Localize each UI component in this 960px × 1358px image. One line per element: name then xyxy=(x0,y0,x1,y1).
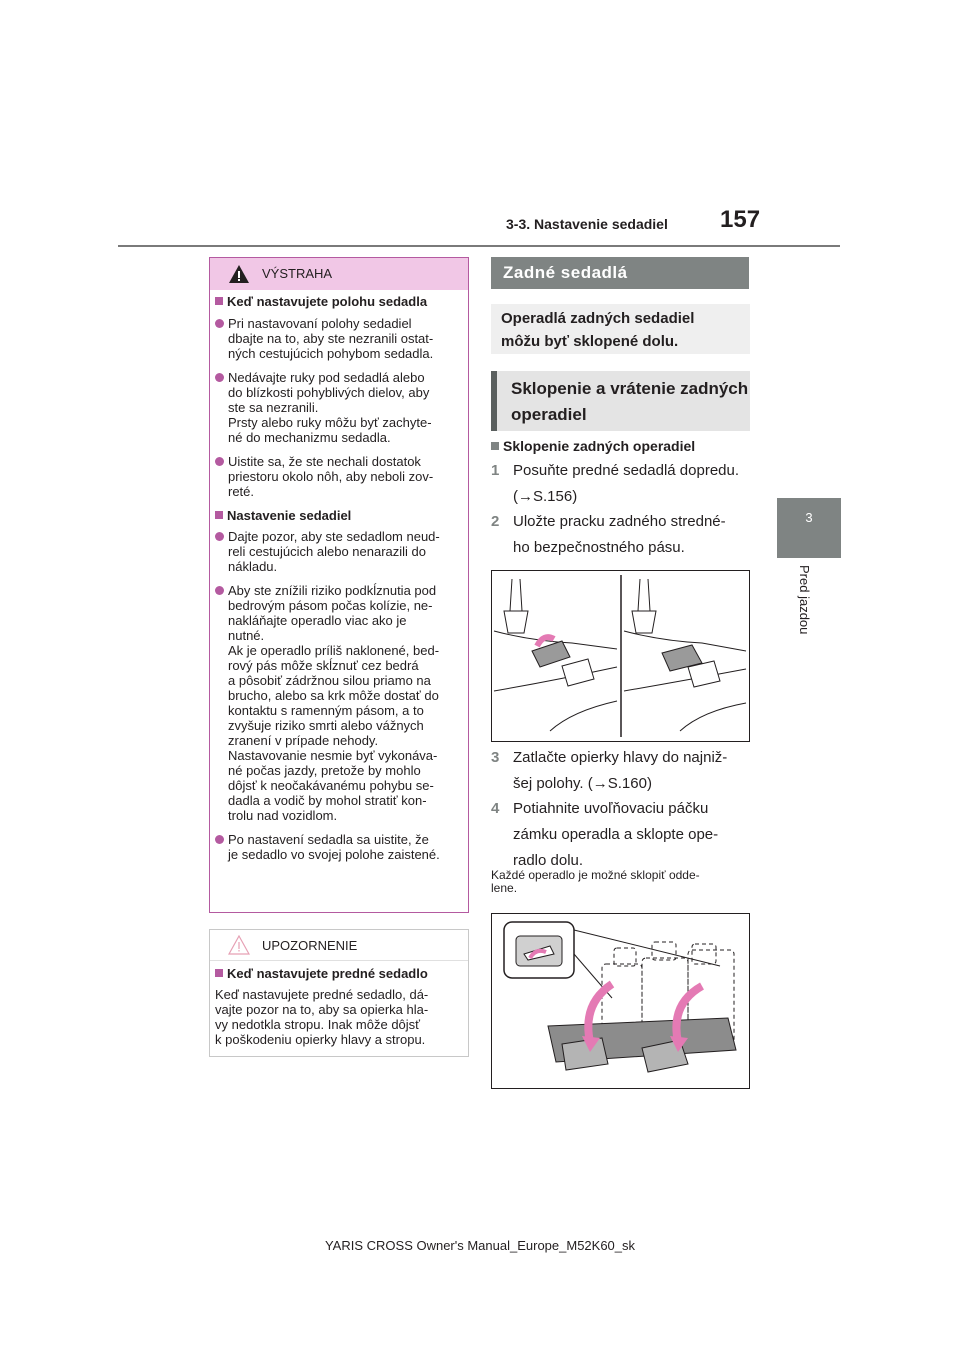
warning-heading: Nastavenie sedadiel xyxy=(215,508,465,523)
step-item: 4 Potiahnite uvoľňovaciu páčku zámku operadla a sklopte ope- radlo dolu. xyxy=(491,800,719,869)
seatbelt-buckle-figure xyxy=(491,570,750,742)
warning-triangle-icon xyxy=(228,264,250,284)
warning-header xyxy=(210,258,468,290)
subsection-title: Sklopenie a vrátenie zadných operadiel xyxy=(491,371,750,431)
warning-heading: Keď nastavujete polohu sedadla xyxy=(215,294,465,309)
warning-title: VÝSTRAHA xyxy=(262,266,333,281)
square-bullet-icon xyxy=(215,297,223,305)
chapter-label: Pred jazdou xyxy=(797,565,812,635)
step-item: 2 Uložte pracku zadného stredné- ho bezpečnostného pásu. xyxy=(491,513,726,556)
notice-title: UPOZORNENIE xyxy=(262,938,358,953)
summary-box: Operadlá zadných sedadiel môžu byť sklopené dolu. xyxy=(491,304,750,354)
notice-header xyxy=(210,930,468,961)
bullet-icon xyxy=(215,532,224,541)
warning-body xyxy=(215,294,465,862)
bullet-icon xyxy=(215,586,224,595)
notice-box xyxy=(209,929,469,1057)
step-item: 1 Posuňte predné sedadlá dopredu. (→S.156) xyxy=(491,462,740,505)
bullet-icon xyxy=(215,457,224,466)
warning-item: Aby ste znížili riziko podkĺznutia pod bedrovým pásom počas kolízie, ne- nakláňajte operadlo viac ako je nutné. Ak je operadlo príliš naklonené, bed- rový pás môže skĺznuť cez bedrá a pôsobiť zádržnou silou priamo na brucho, alebo sa krk môže dostať do kontaktu s ramenným pásom, a to zvyšuje riziko smrti alebo vážnych zranení v prípade nehody. Nastavovanie nesmie byť vykonáva- né počas jazdy, pretože by mohlo dôjsť k neočakávanému pohybu se- dadla a vodič by mohol stratiť kon- trolu nad vozidlom. xyxy=(215,583,465,823)
square-bullet-icon xyxy=(491,442,499,450)
note-text: Každé operadlo je možné sklopiť odde- lene. xyxy=(491,868,700,895)
warning-item: Po nastavení sedadla sa uistite, že je sedadlo vo svojej polohe zaistené. xyxy=(215,832,465,862)
warning-item: Dajte pozor, aby ste sedadlom neud- reli cestujúcich alebo nenarazili do nákladu. xyxy=(215,529,465,574)
step-item: 3 Zatlačte opierky hlavy do najniž- šej polohy. (→S.160) xyxy=(491,749,728,792)
section-header: 3-3. Nastavenie sedadiel xyxy=(506,216,668,232)
caution-triangle-icon xyxy=(228,935,250,955)
notice-heading: Keď nastavujete predné sedadlo xyxy=(215,966,465,981)
bullet-icon xyxy=(215,319,224,328)
footer-text: YARIS CROSS Owner's Manual_Europe_M52K60_sk xyxy=(324,1238,636,1253)
warning-box xyxy=(209,257,469,913)
seatback-fold-figure xyxy=(491,913,750,1089)
warning-item: Nedávajte ruky pod sedadlá alebo do blízkosti pohyblivých dielov, aby ste sa nezranili. Prsty alebo ruky môžu byť zachyte- né do mechanizmu sedadla. xyxy=(215,370,465,445)
page-number: 157 xyxy=(720,206,761,233)
procedure-heading: Sklopenie zadných operadiel xyxy=(491,438,695,454)
bullet-icon xyxy=(215,373,224,382)
chapter-tab xyxy=(777,498,841,558)
notice-text: Keď nastavujete predné sedadlo, dá- vajte pozor na to, aby sa opierka hla- vy nedotkla stropu. Inak môže dôjsť k poškodeniu opierky hlavy a stropu. xyxy=(215,987,429,1047)
section-title: Zadné sedadlá xyxy=(491,257,749,289)
square-bullet-icon xyxy=(215,969,223,977)
header-rule xyxy=(118,245,840,247)
bullet-icon xyxy=(215,835,224,844)
notice-body xyxy=(215,966,465,1047)
chapter-number: 3 xyxy=(805,510,813,525)
square-bullet-icon xyxy=(215,511,223,519)
warning-item: Uistite sa, že ste nechali dostatok priestoru okolo nôh, aby neboli zov- reté. xyxy=(215,454,465,499)
warning-item: Pri nastavovaní polohy sedadiel dbajte na to, aby ste nezranili ostat- ných cestujúcich pohybom sedadla. xyxy=(215,316,465,361)
